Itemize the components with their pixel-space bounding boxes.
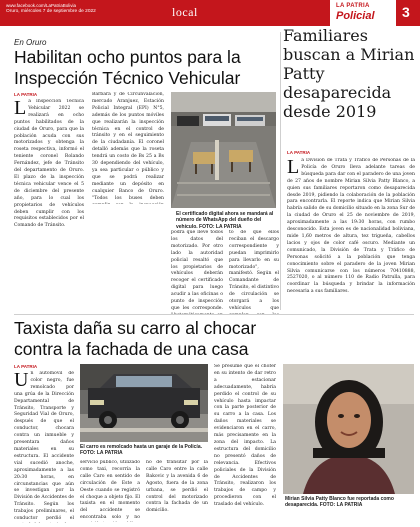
story1-photo	[171, 92, 276, 208]
portrait-caption: Mirian Silvia Patty Blanco fue reportada como desaparecida. FOTO: LA PATRIA	[285, 496, 394, 509]
sidebar-headline: Familiares buscan a Mirian Patty desaparecida desde 2019	[283, 26, 420, 317]
dateline: Oruro, miércoles 7 de septiembre de 2022	[6, 9, 96, 14]
sidebar-body	[287, 158, 415, 310]
story1-headline: Habilitan ocho puntos para la Inspección Técnico Vehicular	[14, 47, 241, 88]
woman-portrait-image	[283, 364, 414, 494]
story1-column-2b	[92, 210, 164, 314]
portrait-photo	[283, 364, 414, 494]
sidebar-dropcap: L	[287, 158, 300, 178]
brand-name: LA PATRIA	[336, 3, 370, 9]
story1-byline: LA PATRIA	[14, 92, 38, 97]
story2-photo	[80, 364, 208, 442]
story2-text-1: n automóvil de color negro, fue remolcado por una grúa de la Dirección Departamental de Tránsito, Transporte y Seguridad Vial de Oruro, después de que el conductor, chocara contra un inmueble y presentara daños materiales en su estructura. El accidente vial sucedió anoche, aproximadamente a las 20:30 horas, en circunstancias que aún se investigan por la División de Accidentes de Tránsito. Según los trabajos preliminares, el conductor perdió el	[14, 371, 74, 522]
story1-text-1: a Inspección Técnica Vehicular 2022 se realizará en ocho puntos habilitados de la ciudad de Oruro, para que la población acuda con sus motorizados y obtenga la roseta respectiva, informó el teniente coronel Rolando Fernández, jefe de Tránsito del departamento de Oruro. El plazo de la inspección técnica vehicular vence el 5 de diciembre del presente año, para lo cual los propietarios de vehículos deben cumplir con los requisitos establecidos por el Comando de Tránsito.	[14, 99, 84, 229]
sidebar-text: a División de Trata y Tráfico de Personas de la Policía de Oruro lleva adelante tareas de búsqueda para dar con el paradero de una joven de 27 años de nombre Mirian Silvia Patty Blanco, a quien sus familiares reportaron como desaparecida desde 2019, pidiendo la colaboración de la población para encontrarla. El reporte indica que Mirian Silvia habría salido de su domicilio situado en la zona Sur de la ciudad de Oruro el 25 de noviembre de 2019, aproximadamente a las 19:30 horas, con rumbo desconocido. Esta joven es de nacionalidad boliviana, mide 1,60 metros de altura, tez trigueña, cabellos lacios y ojos de color café oscuro. Mediante un comunicado, la División de Trata y Tráfico de Personas solicitó a la población que tenga conocimiento sobre el paradero de la joven Mirian Silvia comunicarse con los números 70410888, 2527020, o al número 110 de Radio Patrulla, para coordinar la búsqueda y brindar la información necesaria a sus familiares.	[287, 158, 415, 295]
story2-dropcap: U	[14, 371, 29, 391]
story2-column-4: Se presume que el chofer en su intento de dar retro a estacionar adecuadamente, habría perdido el control de su vehículo hasta impactar con la parte posterior de su carro a la casa. Los daños materiales se evidenciaron en el carro, más precisamente en la zona del impacto. La estructura del domicilio no presentó daños de relevancia. Efectivos policiales de la División de Accidentes de Tránsito, realizaron los trabajos de campo y procedieron con el traslado del vehículo.	[214, 364, 276, 508]
parking-lot-image	[171, 92, 276, 208]
page-number: 3	[402, 4, 410, 20]
story2-photo-caption: El carro es remolcado hasta un garaje de la Policía. FOTO: LA PATRIA	[80, 444, 202, 457]
story2-headline: Taxista daña su carro al chocar contra la fachada de una casa	[14, 318, 257, 359]
story1-column-1	[14, 99, 84, 311]
page-header	[0, 0, 420, 26]
facebook-link[interactable]: www.facebook.com/LaPatriaBolivia	[6, 3, 77, 8]
story2-column-3: ño de transitar por la calle Caro entre la calle Bakovic y la avenida 6 de Agosto, fuera de la zona urbana, se perdió el control del motorizado contra la fachada de un domicilio.	[146, 460, 208, 514]
story1-column-4: to de que ellos reciban el descargo correspondiente y puedan imprimirlo para llevarlo en su motorizado", manifestó. Según el Comandante de Tránsito, el distintivo de circulación se otorgará a los vehículos que	[229, 230, 279, 311]
story1-kicker: En Oruro	[14, 38, 47, 47]
story2-column-1	[14, 371, 74, 523]
story1-column-2: Bárbara y de Circunvalación, mercado Aranjuez, Estación Policial Integral (EPI) N°5, además de los puntos móviles que realizarán la inspección técnica en el control de tránsito y en el seguimiento de la ciudadanía. El coronel detalló además que la roseta tendrá un costo de Bs 25 a Bs 30 dependiendo del vehículo, ya sea particular o público y que se podrá realizar mediante un depósito en cualquier Banco de Oruro. "Todos los buses deben	[92, 92, 164, 201]
story1-photo-caption: El certificado digital ahora se mandará al número de WhatsApp del dueño del vehículo. FOTO: LA PATRIA	[176, 211, 274, 230]
section-brand: Policial	[336, 10, 375, 22]
story1-column-3: podrá que lleve todos los datos del motorizado. Por otro lado la autoridad policial resaltó que los propietarios de vehículos deberán recoger el certificado digital para luego acudir a las oficinas o punto de inspección que les corresponde.	[171, 230, 223, 311]
social-links	[6, 3, 76, 8]
section-name: local	[172, 5, 198, 19]
sidebar-byline: LA PATRIA	[287, 150, 311, 155]
towed-car-image	[80, 364, 208, 442]
story1-dropcap: L	[14, 99, 27, 119]
sidebar-divider	[280, 32, 281, 310]
section-divider	[14, 314, 414, 315]
story2-byline: LA PATRIA	[14, 364, 38, 369]
story2-column-2: servicio público, utilizado como taxi, recorría la calle Caro en sentido de circulación de Este a Oeste cuando se registró el choque a objeto fijo. El taxista en el momento del accidente se encontraba solo y no	[80, 460, 140, 521]
